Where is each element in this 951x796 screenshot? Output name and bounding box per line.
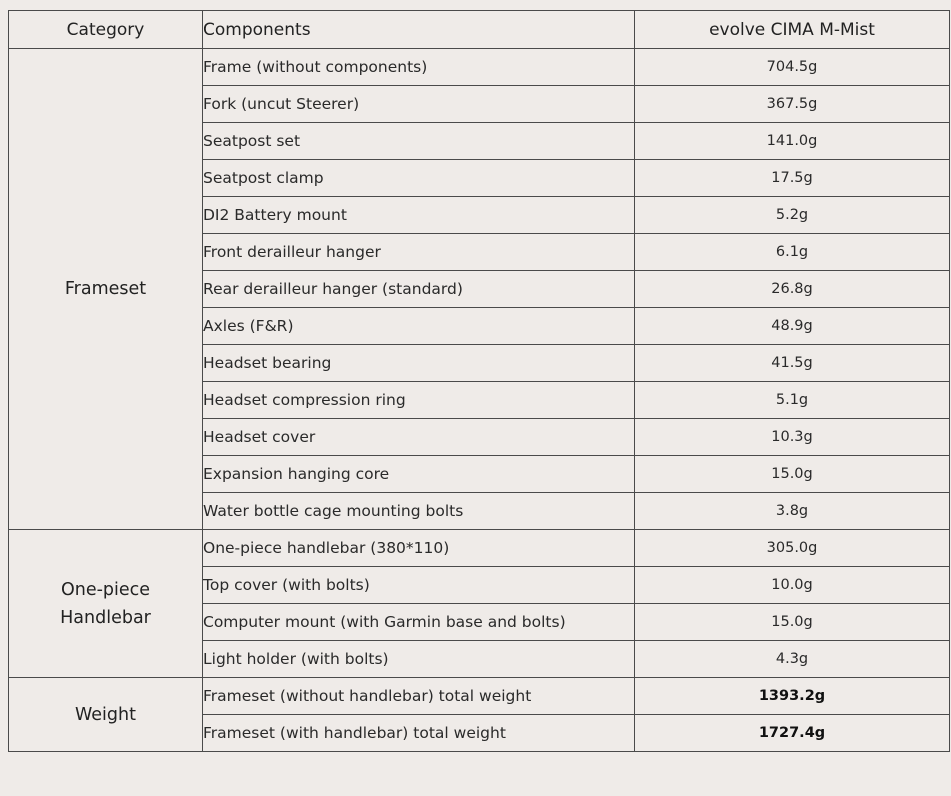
- component-weight: 15.0g: [635, 604, 950, 641]
- component-name: Seatpost set: [203, 123, 635, 160]
- component-name: Water bottle cage mounting bolts: [203, 493, 635, 530]
- component-name: DI2 Battery mount: [203, 197, 635, 234]
- component-weight: 5.1g: [635, 382, 950, 419]
- component-name: Top cover (with bolts): [203, 567, 635, 604]
- component-name: Axles (F&R): [203, 308, 635, 345]
- component-weight: 41.5g: [635, 345, 950, 382]
- total-weight-with-handlebar: 1727.4g: [635, 715, 950, 752]
- component-weight: 48.9g: [635, 308, 950, 345]
- component-name: Frame (without components): [203, 49, 635, 86]
- category-weight: Weight: [9, 678, 203, 752]
- header-category: Category: [9, 11, 203, 49]
- component-weight: 10.3g: [635, 419, 950, 456]
- category-handlebar-line1: One-piece: [60, 579, 151, 600]
- component-name: Expansion hanging core: [203, 456, 635, 493]
- header-row: [9, 11, 950, 49]
- component-weight: 10.0g: [635, 567, 950, 604]
- component-name: Frameset (with handlebar) total weight: [203, 715, 635, 752]
- component-name: Headset bearing: [203, 345, 635, 382]
- component-name: Seatpost clamp: [203, 160, 635, 197]
- component-name: Front derailleur hanger: [203, 234, 635, 271]
- component-weight: 3.8g: [635, 493, 950, 530]
- component-weight: 6.1g: [635, 234, 950, 271]
- component-weight: 26.8g: [635, 271, 950, 308]
- category-frameset: Frameset: [9, 49, 203, 530]
- component-weight: 5.2g: [635, 197, 950, 234]
- component-weight: 305.0g: [635, 530, 950, 567]
- component-name: Fork (uncut Steerer): [203, 86, 635, 123]
- header-model: evolve CIMA M-Mist: [635, 11, 950, 49]
- component-name: Computer mount (with Garmin base and bolts): [203, 604, 635, 641]
- header-components: Components: [203, 11, 635, 49]
- table-row: [9, 49, 950, 86]
- component-name: Headset compression ring: [203, 382, 635, 419]
- component-name: Light holder (with bolts): [203, 641, 635, 678]
- component-weight: 4.3g: [635, 641, 950, 678]
- component-weight: 15.0g: [635, 456, 950, 493]
- category-handlebar-line2: Handlebar: [60, 607, 151, 628]
- component-weight: 141.0g: [635, 123, 950, 160]
- category-handlebar: [9, 530, 203, 678]
- component-weight: 367.5g: [635, 86, 950, 123]
- component-weight: 17.5g: [635, 160, 950, 197]
- table-row: [9, 678, 950, 715]
- total-weight-without-handlebar: 1393.2g: [635, 678, 950, 715]
- component-name: Frameset (without handlebar) total weight: [203, 678, 635, 715]
- component-name: Rear derailleur hanger (standard): [203, 271, 635, 308]
- weight-spec-table: [8, 10, 950, 752]
- table-row: [9, 530, 950, 567]
- component-name: One-piece handlebar (380*110): [203, 530, 635, 567]
- component-weight: 704.5g: [635, 49, 950, 86]
- component-name: Headset cover: [203, 419, 635, 456]
